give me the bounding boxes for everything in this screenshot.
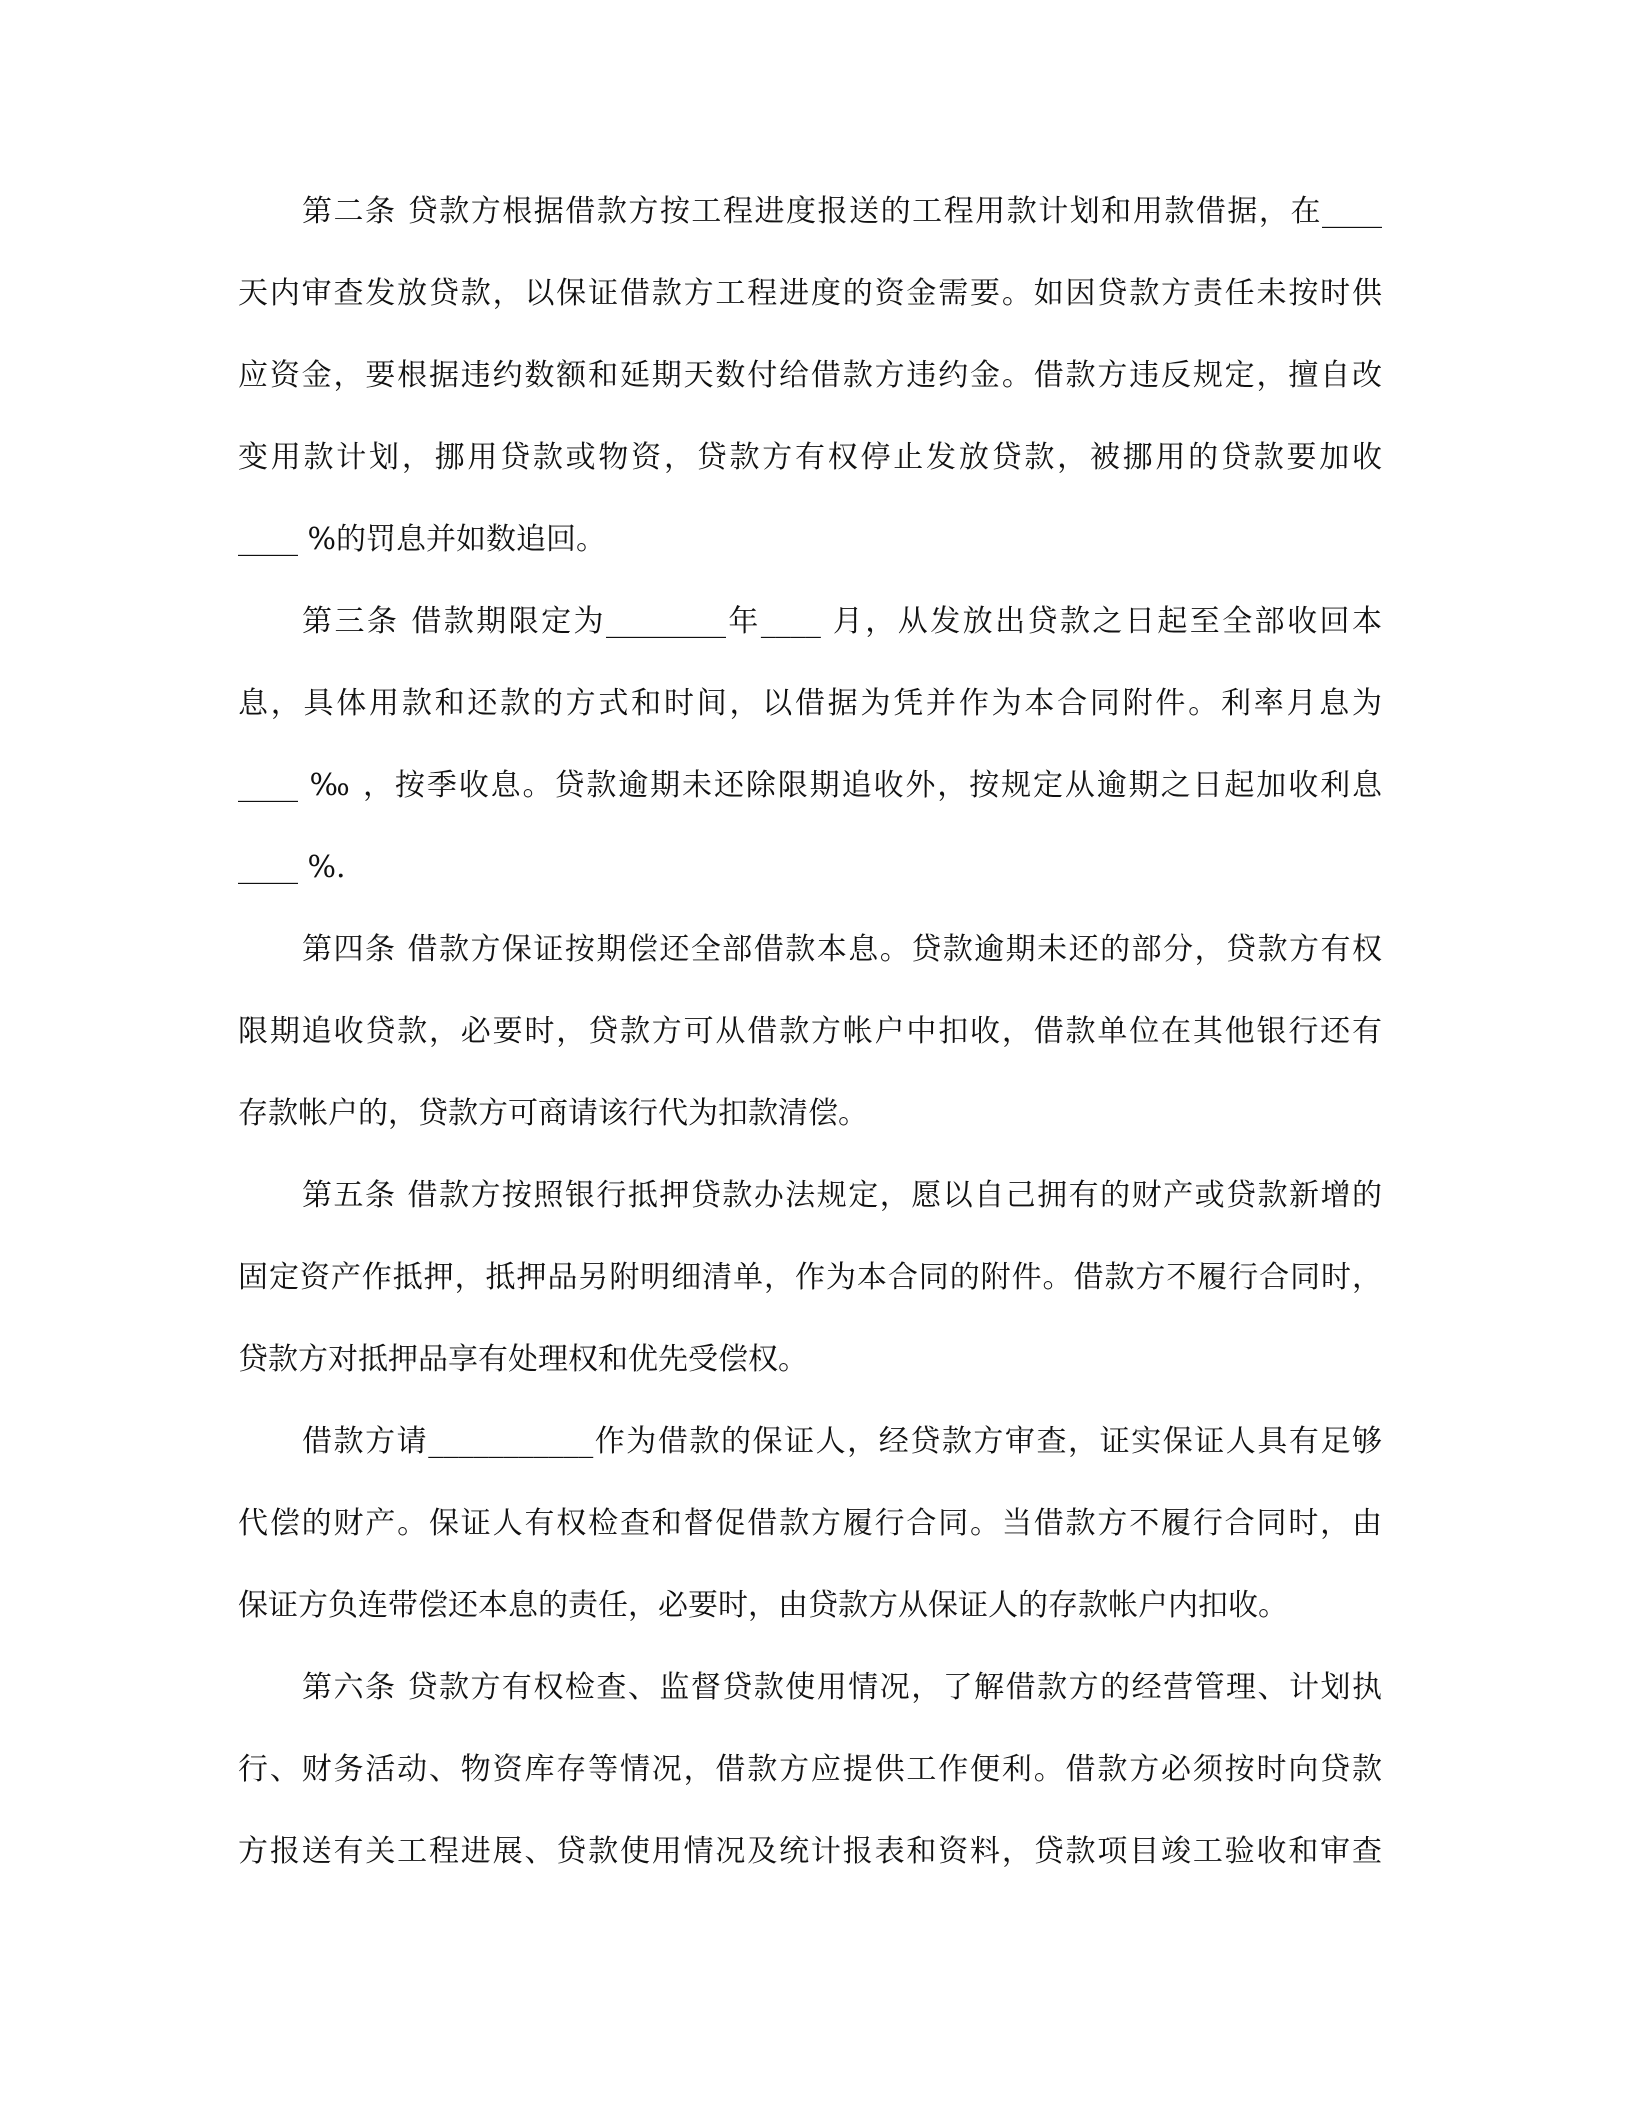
article-3-line-2: 息，具体用款和还款的方式和时间，以借据为凭并作为本合同附件。利率月息为 — [238, 686, 1382, 721]
article-2-line-3: 应资金，要根据违约数额和延期天数付给借款方违约金。借款方违反规定，擅自改 — [238, 358, 1382, 393]
article-2-line-2: 天内审查发放贷款，以保证借款方工程进度的资金需要。如因贷款方责任未按时供 — [238, 276, 1382, 311]
article-5-line-1: 第五条 借款方按照银行抵押贷款办法规定，愿以自己拥有的财产或贷款新增的 — [302, 1178, 1382, 1213]
article-4-line-2: 限期追收贷款，必要时，贷款方可从借款方帐户中扣收，借款单位在其他银行还有 — [238, 1014, 1382, 1049]
article-4-line-3: 存款帐户的，贷款方可商请该行代为扣款清偿。 — [238, 1096, 868, 1131]
article-3-line-1: 第三条 借款期限定为________年____ 月，从发放出贷款之日起至全部收回本 — [302, 604, 1382, 639]
document-page — [238, 176, 1382, 1898]
article-5-line-3: 贷款方对抵押品享有处理权和优先受偿权。 — [238, 1342, 808, 1377]
article-4-line-1: 第四条 借款方保证按期偿还全部借款本息。贷款逾期未还的部分，贷款方有权 — [302, 932, 1382, 967]
article-2-line-5: ____ %的罚息并如数追回。 — [238, 522, 607, 557]
guarantor-line-3: 保证方负连带偿还本息的责任，必要时，由贷款方从保证人的存款帐户内扣收。 — [238, 1588, 1288, 1623]
article-2-line-1: 第二条 贷款方根据借款方按工程进度报送的工程用款计划和用款借据，在____ — [302, 194, 1382, 229]
article-6-line-1: 第六条 贷款方有权检查、监督贷款使用情况，了解借款方的经营管理、计划执 — [302, 1670, 1382, 1705]
guarantor-line-1: 借款方请___________作为借款的保证人，经贷款方审查，证实保证人具有足够 — [302, 1424, 1382, 1459]
article-6-line-3: 方报送有关工程进展、贷款使用情况及统计报表和资料，贷款项目竣工验收和审查 — [238, 1834, 1382, 1869]
article-2-line-4: 变用款计划，挪用贷款或物资，贷款方有权停止发放贷款，被挪用的贷款要加收 — [238, 440, 1382, 475]
article-3-line-3: ____ ‰ ，按季收息。贷款逾期未还除限期追收外，按规定从逾期之日起加收利息 — [238, 768, 1382, 803]
article-6-line-2: 行、财务活动、物资库存等情况，借款方应提供工作便利。借款方必须按时向贷款 — [238, 1752, 1382, 1787]
guarantor-line-2: 代偿的财产。保证人有权检查和督促借款方履行合同。当借款方不履行合同时，由 — [238, 1506, 1382, 1541]
article-5-line-2: 固定资产作抵押，抵押品另附明细清单，作为本合同的附件。借款方不履行合同时， — [238, 1260, 1382, 1295]
article-3-line-4: ____ %. — [238, 850, 346, 885]
